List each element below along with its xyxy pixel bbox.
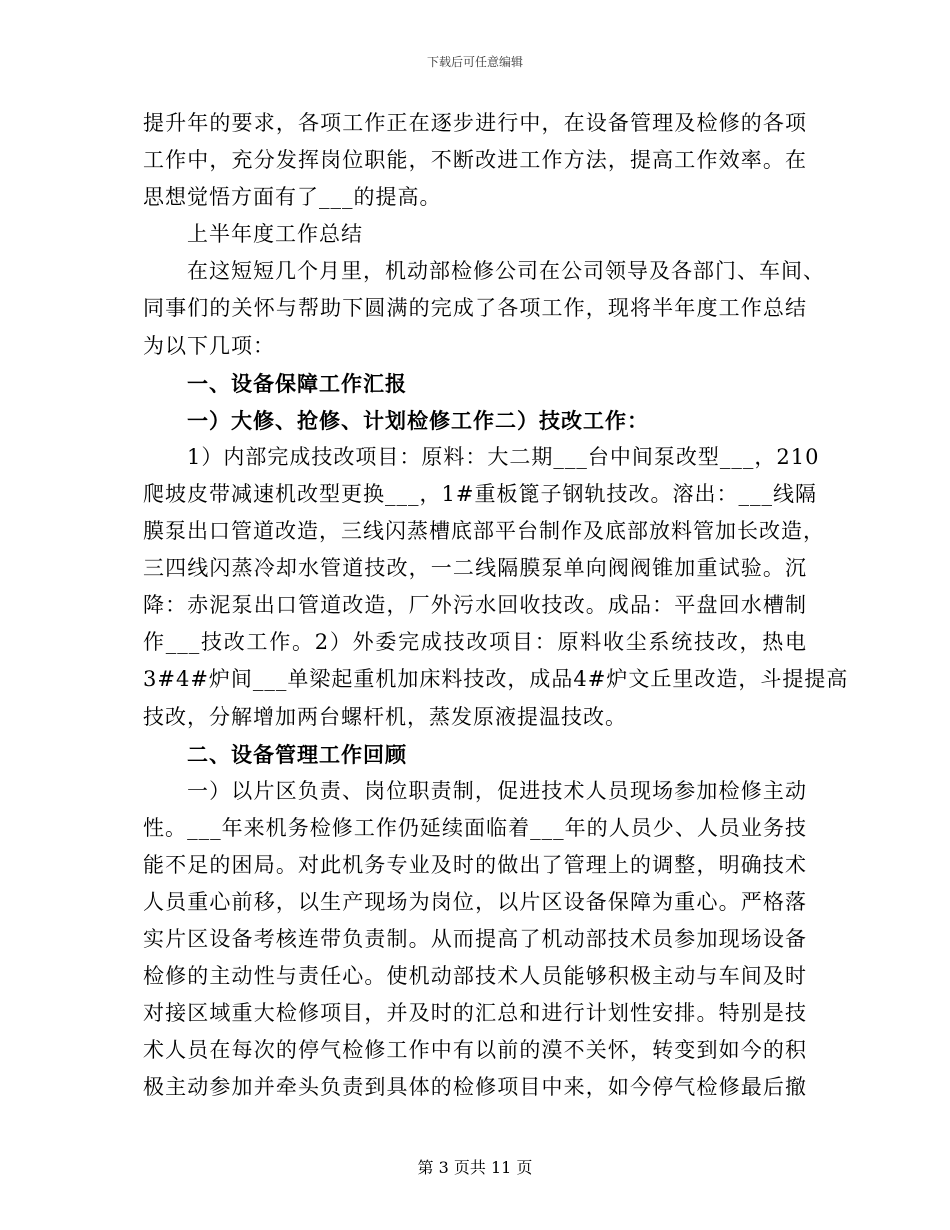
paragraph-line: 检修的主动性与责任心。使机动部技术人员能够积极主动与车间及时 (143, 964, 807, 989)
page-number: 第 3 页共 11 页 (417, 1158, 533, 1177)
paragraph-line: 思想觉悟方面有了___的提高。 (143, 185, 442, 210)
paragraph-line: 技改，分解增加两台螺杆机，蒸发原液提温技改。 (143, 704, 627, 729)
paragraph-line: 1）内部完成技改项目：原料：大二期___台中间泵改型___，210 (187, 444, 820, 469)
section-heading: 一、设备保障工作汇报 (187, 370, 407, 396)
section-heading: 上半年度工作总结 (187, 222, 363, 247)
page-header: 下载后可任意编辑 (426, 55, 523, 69)
paragraph-line: 同事们的关怀与帮助下圆满的完成了各项工作，现将半年度工作总结 (143, 296, 807, 321)
document-body (143, 105, 849, 1107)
paragraph-line: 能不足的困局。对此机务专业及时的做出了管理上的调整，明确技术 (143, 852, 807, 877)
paragraph-line: 工作中，充分发挥岗位职能，不断改进工作方法，提高工作效率。在 (143, 148, 807, 173)
paragraph-line: 对接区域重大检修项目，并及时的汇总和进行计划性安排。特别是技 (143, 1001, 807, 1026)
paragraph-line: 作___技改工作。2）外委完成技改项目：原料收尘系统技改，热电 (143, 630, 807, 655)
paragraph-line: 爬坡皮带减速机改型更换___，1#重板篦子钢轨技改。溶出：___线隔 (143, 481, 817, 506)
paragraph-line: 提升年的要求，各项工作正在逐步进行中，在设备管理及检修的各项 (143, 111, 807, 135)
paragraph-line: 极主动参加并牵头负责到具体的检修项目中来，如今停气检修最后撤 (143, 1075, 807, 1100)
paragraph-line: 性。___年来机务检修工作仍延续面临着___年的人员少、人员业务技 (143, 815, 807, 840)
paragraph-line: 人员重心前移，以生产现场为岗位，以片区设备保障为重心。严格落 (143, 889, 807, 914)
paragraph-line: 降：赤泥泵出口管道改造，厂外污水回收技改。成品：平盘回水槽制 (143, 593, 807, 618)
paragraph-line: 三四线闪蒸冷却水管道技改，一二线隔膜泵单向阀阀锥加重试验。沉 (143, 556, 807, 581)
paragraph-line: 在这短短几个月里，机动部检修公司在公司领导及各部门、车间、 (187, 259, 825, 284)
paragraph-line: 术人员在每次的停气检修工作中有以前的漠不关怀，转变到如今的积 (143, 1038, 807, 1063)
section-heading: 二、设备管理工作回顾 (187, 741, 407, 767)
paragraph-line: 3#4#炉间___单梁起重机加床料技改，成品4#炉文丘里改造，斗提提高 (143, 667, 849, 692)
subsection-heading: 一）大修、抢修、计划检修工作二）技改工作： (187, 407, 649, 433)
paragraph-line: 为以下几项： (143, 333, 275, 358)
paragraph-line: 实片区设备考核连带负责制。从而提高了机动部技术员参加现场设备 (143, 927, 807, 952)
paragraph-line: 一）以片区负责、岗位职责制，促进技术人员现场参加检修主动 (187, 778, 807, 803)
paragraph-line: 膜泵出口管道改造，三线闪蒸槽底部平台制作及底部放料管加长改造， (143, 519, 825, 544)
